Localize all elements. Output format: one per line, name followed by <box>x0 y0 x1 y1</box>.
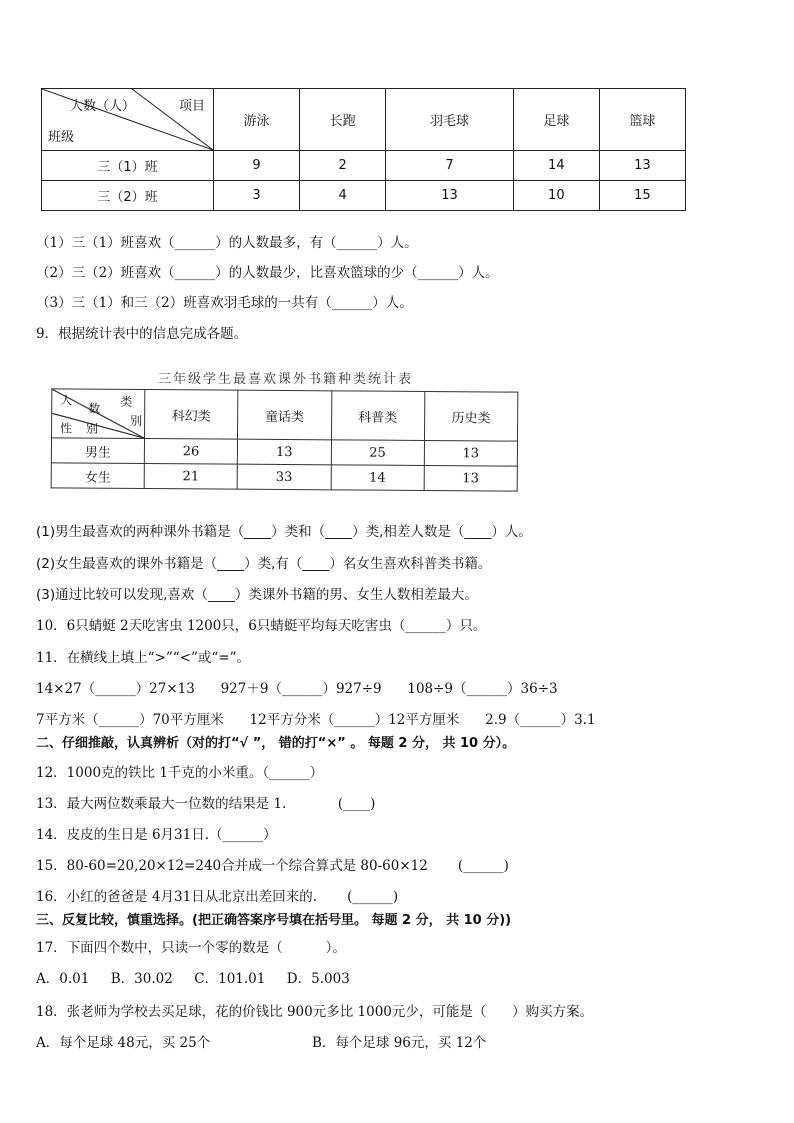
column-header: 童话类 <box>238 390 332 440</box>
table-cell: 7 <box>386 151 514 181</box>
table-cell: 3 <box>214 181 300 211</box>
q18-option-a: A．每个足球 48元，买 25个 <box>36 1035 211 1051</box>
diag-label-person: 人 <box>60 393 73 408</box>
table-cell: 33 <box>237 464 330 490</box>
column-header: 足球 <box>513 89 599 151</box>
table-cell: 13 <box>424 465 517 491</box>
table-row <box>42 151 686 181</box>
q17-text: 17．下面四个数中，只读一个零的数是（ ）。 <box>36 940 346 956</box>
q11-line1: 14×27（______）27×13 927＋9（______）927÷9 108÷9（______）36÷3 <box>36 681 558 697</box>
q11-title: 11．在横线上填上“>”“<”或“=”。 <box>36 650 251 666</box>
column-header: 游泳 <box>214 89 300 151</box>
q17-options: A．0.01 B．30.02 C．101.01 D．5.003 <box>36 971 350 987</box>
table-cell: 9 <box>214 151 300 181</box>
diagonal-header-cell <box>52 389 145 439</box>
q9-title: 9．根据统计表中的信息完成各题。 <box>36 326 248 342</box>
q18-option-b: B．每个足球 96元，买 12个 <box>312 1035 487 1051</box>
column-header: 长跑 <box>300 89 386 151</box>
table-cell: 14 <box>331 465 424 491</box>
q8-part2: （2）三（2）班喜欢（______）的人数最少，比喜欢篮球的少（______）人。 <box>36 265 499 281</box>
q13-text: 13．最大两位数乘最大一位数的结果是 1. (____) <box>36 796 376 812</box>
diag-label-kind: 别 <box>130 413 143 429</box>
diag-label-gender: 性 <box>60 421 73 436</box>
table-cell: 14 <box>513 151 599 181</box>
table-cell: 13 <box>424 440 517 466</box>
diagonal-header-cell <box>42 89 214 151</box>
table2-title: 三年级学生最喜欢课外书籍种类统计表 <box>158 372 414 387</box>
q9-part3: (3)通过比较可以发现,喜欢（____）类课外书籍的男、女生人数相差最大。 <box>36 587 478 603</box>
section3-heading: 三、反复比较，慎重选择。(把正确答案序号填在括号里。 每题 2 分， 共 10 分)) <box>36 913 512 928</box>
table-cell: 2 <box>300 151 386 181</box>
column-header: 篮球 <box>599 89 685 151</box>
column-header: 羽毛球 <box>386 89 514 151</box>
table-cell: 13 <box>238 439 331 465</box>
table-cell: 13 <box>386 181 514 211</box>
table-cell: 13 <box>599 151 685 181</box>
header-item-label: 项目 <box>179 99 206 114</box>
q12-text: 12．1000克的铁比 1千克的小米重。（______） <box>36 765 324 781</box>
q14-text: 14．皮皮的生日是 6月31日.（______） <box>36 827 277 843</box>
table-cell: 25 <box>331 440 424 466</box>
q9-part2: (2)女生最喜欢的课外书籍是（____）类,有（____）名女生喜欢科普类书籍。 <box>36 556 492 572</box>
row-label: 三（1）班 <box>42 151 214 181</box>
diag-label-category: 类 <box>120 394 133 409</box>
row-label: 女生 <box>51 463 144 489</box>
header-count-label: 人数（人） <box>70 99 136 114</box>
row-label: 三（2）班 <box>42 181 214 211</box>
q15-text: 15．80-60=20,20×12=240合并成一个综合算式是 80-60×12 (______) <box>36 858 509 874</box>
q11-line2: 7平方米（______）70平方厘米 12平方分米（______）12平方厘米 2.9（______）3.1 <box>36 712 596 728</box>
table-row <box>51 463 517 491</box>
books-table <box>51 388 519 491</box>
table-row <box>42 181 686 211</box>
row-label: 男生 <box>51 438 144 464</box>
q8-part3: （3）三（1）和三（2）班喜欢羽毛球的一共有（______）人。 <box>36 295 413 311</box>
q9-part1: (1)男生最喜欢的两种课外书籍是（____）类和（____）类,相差人数是（____）人。 <box>36 524 532 540</box>
diag-label-count: 数 <box>88 401 101 416</box>
q18-text: 18．张老师为学校去买足球，花的价钱比 900元多比 1000元少，可能是（ ）购买方案。 <box>36 1004 594 1020</box>
column-header: 历史类 <box>424 391 518 441</box>
column-header: 科普类 <box>331 391 425 441</box>
table-cell: 26 <box>144 439 237 465</box>
column-header: 科幻类 <box>145 390 239 440</box>
table-cell: 4 <box>300 181 386 211</box>
table-row <box>51 438 517 466</box>
header-class-label: 班级 <box>48 130 75 145</box>
table-cell: 15 <box>599 181 685 211</box>
section2-heading: 二、仔细推敲，认真辨析（对的打“√ ”， 错的打“×” 。 每题 2 分， 共 10 分）。 <box>36 736 516 751</box>
sports-table <box>41 88 686 211</box>
table-cell: 21 <box>144 464 237 490</box>
q10-text: 10．6只蜻蜓 2天吃害虫 1200只，6只蜻蜓平均每天吃害虫（______）只。 <box>36 618 487 634</box>
table-cell: 10 <box>513 181 599 211</box>
q16-text: 16．小红的爸爸是 4月31日从北京出差回来的. (______) <box>36 889 399 905</box>
q8-part1: （1）三（1）班喜欢（______）的人数最多，有（______）人。 <box>36 235 418 251</box>
diag-label-gender2: 别 <box>86 421 99 436</box>
